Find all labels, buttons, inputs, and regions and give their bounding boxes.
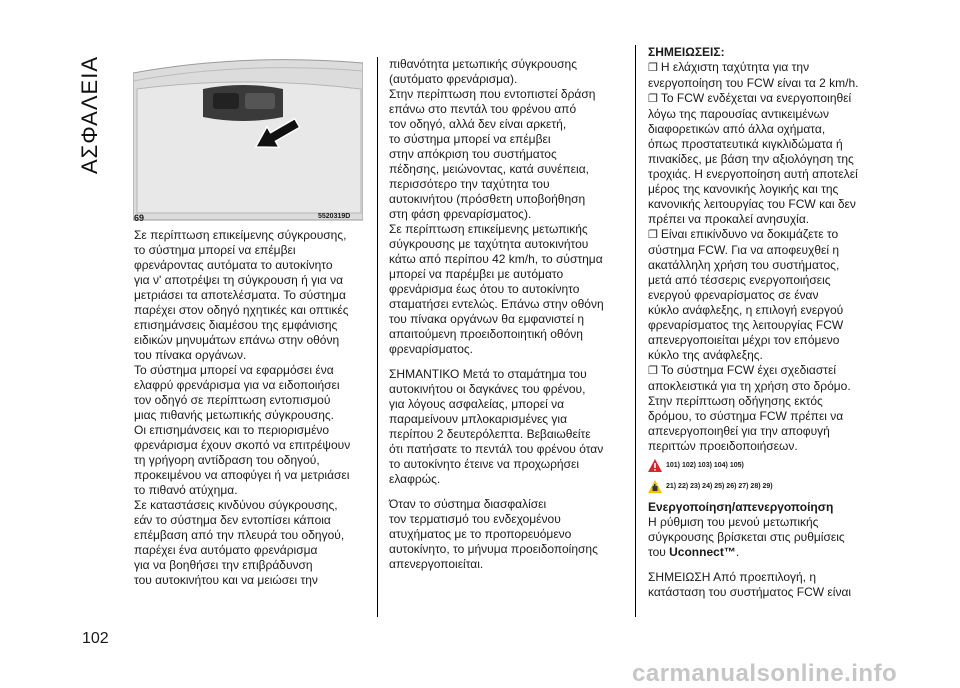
note-item-line: κύκλο ανάφλεξης, η επιλογή ενεργού	[648, 303, 844, 317]
note-item-line: κύκλο της ανάφλεξης.	[648, 348, 763, 362]
text-line: ΣΗΜΑΝΤΙΚΟ Μετά το σταμάτημα του	[389, 367, 587, 381]
figure-windshield	[133, 45, 363, 225]
text-line: του αυτοκινήτου και να μειώσει την	[134, 573, 318, 587]
text-line: Στην περίπτωση που εντοπιστεί δράση	[389, 87, 596, 101]
text-line: πιθανότητα μετωπικής σύγκρουσης	[389, 57, 577, 71]
text-line: ότι πατήσατε το πεντάλ του φρένου όταν	[389, 442, 604, 456]
caution-hand-icon	[648, 480, 662, 493]
note-item-line: ακατάλληλη χρήση του συστήματος,	[648, 258, 840, 272]
text-line: Σε περίπτωση επικείμενης σύγκρουσης,	[134, 228, 347, 242]
text-line: του πίνακα οργάνων.	[134, 348, 247, 362]
figure-code: 5520319D	[318, 213, 351, 220]
column-1	[134, 228, 370, 588]
text-line: μετριάσει τα αποτελέσματα. Το σύστημα	[134, 288, 346, 302]
note-item-line: τροχιάς. Η ενεργοποίηση αυτή αποτελεί	[648, 167, 858, 181]
text-line: επάνω στο πεντάλ του φρένου από	[389, 102, 577, 116]
notes-title: ΣΗΜΕΙΩΣΕΙΣ:	[648, 45, 725, 59]
text-line: απαιτούμενη προειδοποιητική οθόνη	[389, 327, 583, 341]
text-line: παρέχει ένα αυτόματο φρενάρισμα	[134, 543, 318, 557]
warning-triangle-icon	[648, 459, 662, 472]
text-line: τη γρήγορη αντίδραση του οδηγού,	[134, 453, 320, 467]
note-item-line: όπως προστατευτικά κιγκλιδώματα ή	[648, 137, 843, 151]
text-line: παραμείνουν μπλοκαρισμένες για	[389, 412, 568, 426]
note-item-line: μετά από τέσσερις ενεργοποιήσεις	[648, 273, 831, 287]
text-line: αυτοκινήτου (πρόσθετη υποβοήθηση	[389, 192, 586, 206]
note-item-line: απενεργοποιηθεί για την αποφυγή	[648, 424, 830, 438]
checkbox-bullet-icon: ❐	[648, 93, 658, 105]
windshield-illustration	[133, 45, 363, 225]
text-line: τον οδηγό σε περίπτωση εντοπισμού	[134, 393, 331, 407]
section-title: ΑΣΦΑΛΕΙΑ	[77, 55, 102, 175]
text-line: ΣΗΜΕΙΩΣΗ Από προεπιλογή, η	[648, 570, 817, 584]
text-line: το σύστημα μπορεί να επέμβει	[389, 132, 551, 146]
text-line: φρενάρισμα έως ότου το αυτοκίνητο	[389, 282, 580, 296]
note-item-line: απενεργοποιείται μέχρι τον επόμενο	[648, 333, 840, 347]
text-line: ειδικών μηνυμάτων επάνω στην οθόνη	[134, 333, 340, 347]
text-line: το αυτοκίνητο έτεινε να προχωρήσει	[389, 457, 580, 471]
text-line: κάτω από περίπου 42 km/h, το σύστημα	[389, 252, 603, 266]
note-item-line: κανονικής λειτουργίας του FCW και δεν	[648, 197, 856, 211]
note-item-line: πρέπει να προκαλεί ανησυχία.	[648, 212, 810, 226]
text-line: Όταν το σύστημα διασφαλίσει	[389, 497, 547, 511]
text-line: του πίνακα οργάνων θα εμφανιστεί η	[389, 312, 585, 326]
text-line: για ν' αποτρέψει τη σύγκρουση ή για να	[134, 273, 344, 287]
text-line: κατάσταση του συστήματος FCW είναι	[648, 585, 852, 599]
text-line: αυτοκίνητο, το μήνυμα προειδοποίησης	[389, 542, 598, 556]
text-line: περίπου 2 δευτερόλεπτα. Βεβαιωθείτε	[389, 427, 591, 441]
warning-references	[648, 458, 884, 473]
checkbox-bullet-icon: ❐	[648, 62, 658, 74]
text-line: στη φάση φρεναρίσματος).	[389, 207, 532, 221]
text-line: του Uconnect™.	[648, 545, 740, 559]
text-line: ατυχήματος με το προπορευόμενο	[389, 527, 572, 541]
note-item-line: αποκλειστικά για τη χρήση στο δρόμο.	[648, 379, 851, 393]
note-item-line: λόγω της παρουσίας αντικειμένων	[648, 107, 829, 121]
text-line: φρενάρισμα έχουν σκοπό να επιτρέψουν	[134, 438, 351, 452]
note-item-line: πινακίδες, με βάση την αξιολόγηση της	[648, 152, 854, 166]
section-tab	[70, 40, 110, 190]
uconnect-label: Uconnect™	[669, 545, 736, 559]
note-item-line: ενεργοποίηση του FCW είναι τα 2 km/h.	[648, 76, 859, 90]
text-line: προκειμένου να αποφύγει ή να μετριάσει	[134, 468, 350, 482]
watermark-text: carmanualsonline.info	[632, 660, 898, 687]
text-line: πέδησης, μειώνοντας, κατά συνέπεια,	[389, 162, 589, 176]
text-line: ελαφρώς.	[389, 472, 441, 486]
section-heading: Ενεργοποίηση/απενεργοποίηση	[648, 500, 834, 514]
note-item-line: σύστημα FCW. Για να αποφευχθεί η	[648, 243, 840, 257]
note-item-line: μέρος της κανονικής λογικής και της	[648, 182, 839, 196]
caution-references	[648, 479, 884, 494]
note-item-line: ❐ Το σύστημα FCW έχει σχεδιαστεί	[648, 363, 837, 377]
text-line: το πιθανό ατύχημα.	[134, 483, 238, 497]
note-item-line: δρόμου, το σύστημα FCW πρέπει να	[648, 409, 844, 423]
column-divider	[635, 45, 636, 617]
warning-refs: 101) 102) 103) 104) 105)	[666, 462, 744, 469]
note-item-line: ❐ Είναι επικίνδυνο να δοκιμάζετε το	[648, 227, 839, 241]
note-item-line: Στην περίπτωση οδήγησης εκτός	[648, 394, 823, 408]
checkbox-bullet-icon: ❐	[648, 365, 658, 377]
text-line: για λόγους ασφαλείας, μπορεί να	[389, 397, 565, 411]
text-line: στην απόκριση του συστήματος	[389, 147, 557, 161]
text-line: επέμβαση από την πλευρά του οδηγού,	[134, 528, 345, 542]
text-line: τον τερματισμό του ενδεχομένου	[389, 512, 561, 526]
text-line: απενεργοποιείται.	[389, 557, 484, 571]
text-line: φρεναρίσματος.	[389, 342, 474, 356]
note-item-line: διαφορετικών από άλλα οχήματα,	[648, 122, 826, 136]
text-line: σύγκρουσης βρίσκεται στις ρυθμίσεις	[648, 530, 845, 544]
text-line: Σε περίπτωση επικείμενης μετωπικής	[389, 222, 588, 236]
text-line: (αυτόματο φρενάρισμα).	[389, 72, 518, 86]
text-line: Σε καταστάσεις κινδύνου σύγκρουσης,	[134, 498, 338, 512]
checkbox-bullet-icon: ❐	[648, 229, 658, 241]
text-line: φρενάροντας αυτόματα το αυτοκίνητο	[134, 258, 333, 272]
column-divider	[377, 57, 378, 617]
text-line: ελαφρύ φρενάρισμα για να ειδοποιήσει	[134, 378, 340, 392]
caution-refs: 21) 22) 23) 24) 25) 26) 27) 28) 29)	[666, 483, 773, 490]
text-line: μπορεί να παρέμβει με αυτόματο	[389, 267, 564, 281]
note-item-line: ❐ Το FCW ενδέχεται να ενεργοποιηθεί	[648, 91, 852, 105]
figure-number: 69	[134, 213, 145, 223]
text-line: περισσότερο την ταχύτητα του	[389, 177, 550, 191]
note-item-line: περιττών προειδοποιήσεων.	[648, 439, 798, 453]
text-line: παρέχει στον οδηγό ηχητικές και οπτικές	[134, 303, 349, 317]
text-line: για να βοηθήσει την επιβράδυνση	[134, 558, 313, 572]
text-line: σταματήσει εντελώς. Επάνω στην οθόνη	[389, 297, 604, 311]
column-3	[648, 45, 884, 600]
note-item-line: ❐ Η ελάχιστη ταχύτητα για την	[648, 60, 810, 74]
text-line: Το σύστημα μπορεί να εφαρμόσει ένα	[134, 363, 334, 377]
text-line: το σύστημα μπορεί να επέμβει	[134, 243, 296, 257]
text-line: Η ρύθμιση του μενού μετωπικής	[648, 515, 819, 529]
text-line: Οι επισημάνσεις και το περιορισμένο	[134, 423, 330, 437]
text-line: μιας πιθανής μετωπικής σύγκρουσης.	[134, 408, 334, 422]
note-item-line: ενεργού φρεναρίσματος σε έναν	[648, 288, 819, 302]
text-line: επισημάνσεις διαμέσου της εμφάνισης	[134, 318, 338, 332]
text-line: εάν το σύστημα δεν εντοπίσει κάποια	[134, 513, 331, 527]
text-line: σύγκρουσης με ταχύτητα αυτοκινήτου	[389, 237, 589, 251]
text-line: αυτοκινήτου οι δαγκάνες του φρένου,	[389, 382, 586, 396]
column-2	[389, 57, 625, 572]
note-item-line: φρεναρίσματος της λειτουργίας FCW	[648, 318, 844, 332]
text-line: τον οδηγό, αλλά δεν είναι αρκετή,	[389, 117, 567, 131]
page-number: 102	[82, 630, 109, 647]
